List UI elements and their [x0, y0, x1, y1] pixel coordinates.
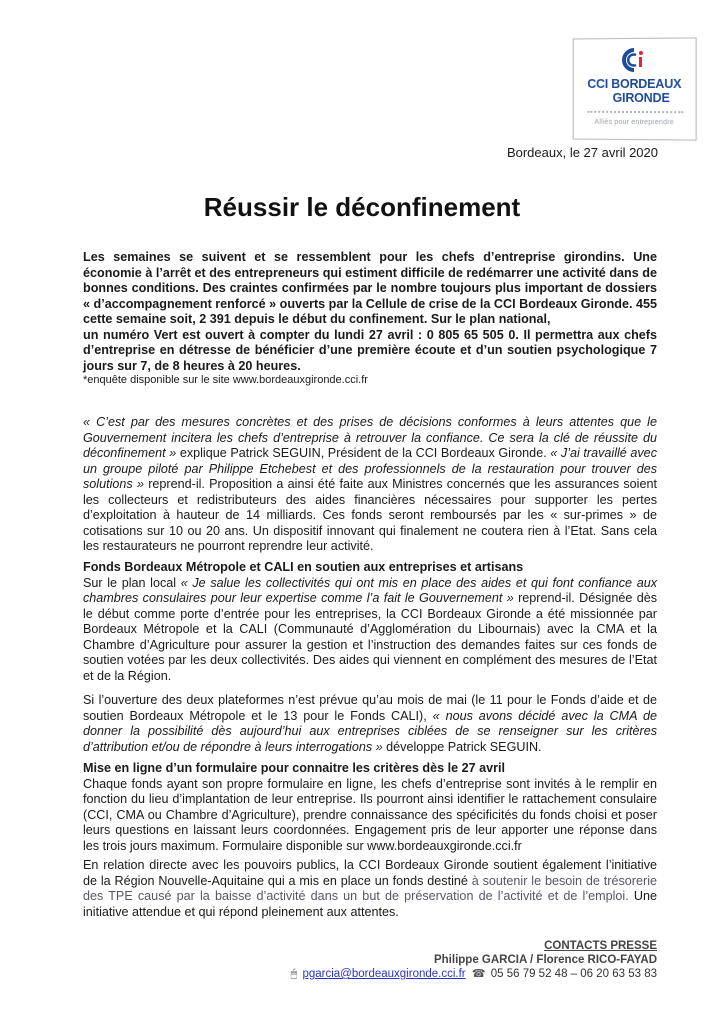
section-fonds-quote: « Je salue les collectivités qui ont mis en place des aides et qui font confiance aux chambres consulaires pour leur expertise comme l’a fait le Gouvernement » — [83, 575, 657, 605]
closing-paragraph — [83, 858, 657, 920]
section-fonds-lead: Sur le plan local — [83, 575, 181, 590]
contacts-names: Philippe GARCIA / Florence RICO-FAYAD — [433, 954, 657, 966]
dateline: Bordeaux, le 27 avril 2020 — [506, 145, 658, 160]
quote-paragraph-rest: reprend-il. Proposition a ainsi été faite aux Ministres concernés que les assurances soient les collecteurs et redistributeurs des aides financières nécessaires pour supporter les pertes d’exploitation à hauteur de 14 milliards. Ces fonds seront remboursés par les « sur-primes » de cotisations sur 10 ou 20 ans. Un dispositif innovant qui finalement ne coutera rien à l’Etat. Sans cela les restaurateurs ne pourront reprendre leur activité. — [83, 477, 657, 553]
closing-highlight: à soutenir le besoin de trésorerie des TPE causé par la baisse d’activité dans un but de préservation de l’activité et de l’emploi. — [83, 873, 657, 903]
cci-logo — [573, 37, 697, 140]
logo-line2: GIRONDE — [612, 90, 670, 106]
plateformes-quote: « nous avons décidé avec la CMA de donner la possibilité dès aujourd’hui aux entreprises ciblées de se renseigner sur les critères d’attribution et/ou de répondre à leurs interrogations » — [83, 708, 657, 754]
contact-email-link[interactable]: pgarcia@bordeauxgironde.cci.fr — [302, 968, 466, 980]
section-formulaire-text: Chaque fonds ayant son propre formulaire en ligne, les chefs d’entreprise sont invités à le remplir en fonction du lieu d’implantation de leur entreprise. Ils pourront ainsi identifier le rattachement consulaire (CCI, CMA ou Chambre d’Agriculture), prendre connaissance des spécificités du fonds choisi et poser leurs questions en laissant leurs coordonnées. Engagement pris de leur apporter une réponse dans les trois jours maximum. Formulaire disponible sur www.bordeauxgironde.cci.fr — [83, 776, 657, 853]
press-contacts — [291, 939, 657, 981]
section-formulaire — [83, 761, 657, 854]
logo-tagline: Alliés pour entreprendre — [594, 118, 674, 127]
section-fonds — [83, 560, 657, 684]
telephone-icon: ☎ — [471, 968, 486, 980]
closing-lead: En relation directe avec les pouvoirs publics, la CCI Bordeaux Gironde soutient également l’initiative de la Région Nouvelle-Aquitaine qui a mis en place un fonds destiné — [83, 858, 657, 888]
contact-phones: 05 56 79 52 48 – 06 20 63 53 83 — [487, 968, 657, 980]
page-title: Réussir le déconfinement — [203, 192, 521, 222]
section-heading-fonds: Fonds Bordeaux Métropole et CALI en soutien aux entreprises et artisans — [83, 560, 524, 574]
logo-line1: CCI BORDEAUX — [587, 76, 682, 92]
footnote: *enquête disponible sur le site www.bordeauxgironde.cci.fr — [83, 374, 368, 386]
plateformes-lead: Si l’ouverture des deux plateformes n’est prévue qu’au mois de mai (le 11 pour le Fonds d’aide et de soutien Bordeaux Métropole et le 13 pour le Fonds CALI), — [83, 693, 657, 723]
plateformes-rest: développe Patrick SEGUIN. — [382, 739, 542, 754]
contacts-heading: CONTACTS PRESSE — [544, 940, 657, 952]
contacts-line — [291, 967, 657, 981]
section-plateformes — [83, 693, 657, 755]
intro-text: Les semaines se suivent et se ressemblent pour les chefs d’entreprise girondins. Une économie à l’arrêt et des entrepreneurs qui estiment difficile de redémarrer une activité dans de bonnes conditions. Des craintes confirmées par le nombre toujours plus important de dossiers « d’accompagnement renforcé » ouverts par la Cellule de crise de la CCI Bordeaux Gironde. 455 cette semaine soit, 2 391 depuis le début du confinement. Sur le plan national, — [83, 250, 657, 326]
section-fonds-rest: reprend-il. Désignée dès le début comme porte d’entrée pour les entreprises, la CCI Bordeaux Gironde a été missionnée par Bordeaux Métropole et la CALI (Communauté d’Agglomération du Libournais) avec la CMA et la Chambre d’Agriculture pour assurer la gestion et l’instruction des demandes faites sur ces fonds de soutien votées par les deux collectivités. Des aides qui viennent en complément des mesures de l’Etat et de la Région. — [83, 591, 657, 683]
quote-paragraph — [83, 415, 657, 555]
green-number-text: un numéro Vert est ouvert à compter du lundi 27 avril : 0 805 65 505 0. Il permettra aux chefs d’entreprise en détresse de bénéficier d’une première écoute et d’un soutien psychologique 7 jours sur 7, de 8 heures à 20 heures. — [83, 327, 657, 373]
intro-paragraph — [83, 250, 657, 387]
closing-rest: Une initiative attendue et qui répond pleinement aux attentes. — [83, 889, 657, 919]
section-heading-formulaire: Mise en ligne d’un formulaire pour connaitre les critères dès le 27 avril — [83, 761, 506, 775]
cci-logo-mark-icon — [621, 47, 647, 73]
logo-decoration — [587, 111, 683, 117]
attribution-1: explique Patrick SEGUIN, Président de la CCI Bordeaux Gironde. — [176, 446, 551, 460]
mouse-click-icon: 🖱 — [290, 968, 298, 980]
logo-name — [574, 77, 696, 105]
quote-seguin-1: « C’est par des mesures concrètes et des prises de décisions conformes à leurs attentes que le Gouvernement incitera les chefs d’entreprise à retrouver la confiance. Ce sera la clé de réussite du déconfinement » — [83, 415, 657, 460]
quote-seguin-2: « J’ai travaillé avec un groupe piloté par Philippe Etchebest et des professionnels de la restauration pour trouver des solutions » — [83, 446, 657, 491]
